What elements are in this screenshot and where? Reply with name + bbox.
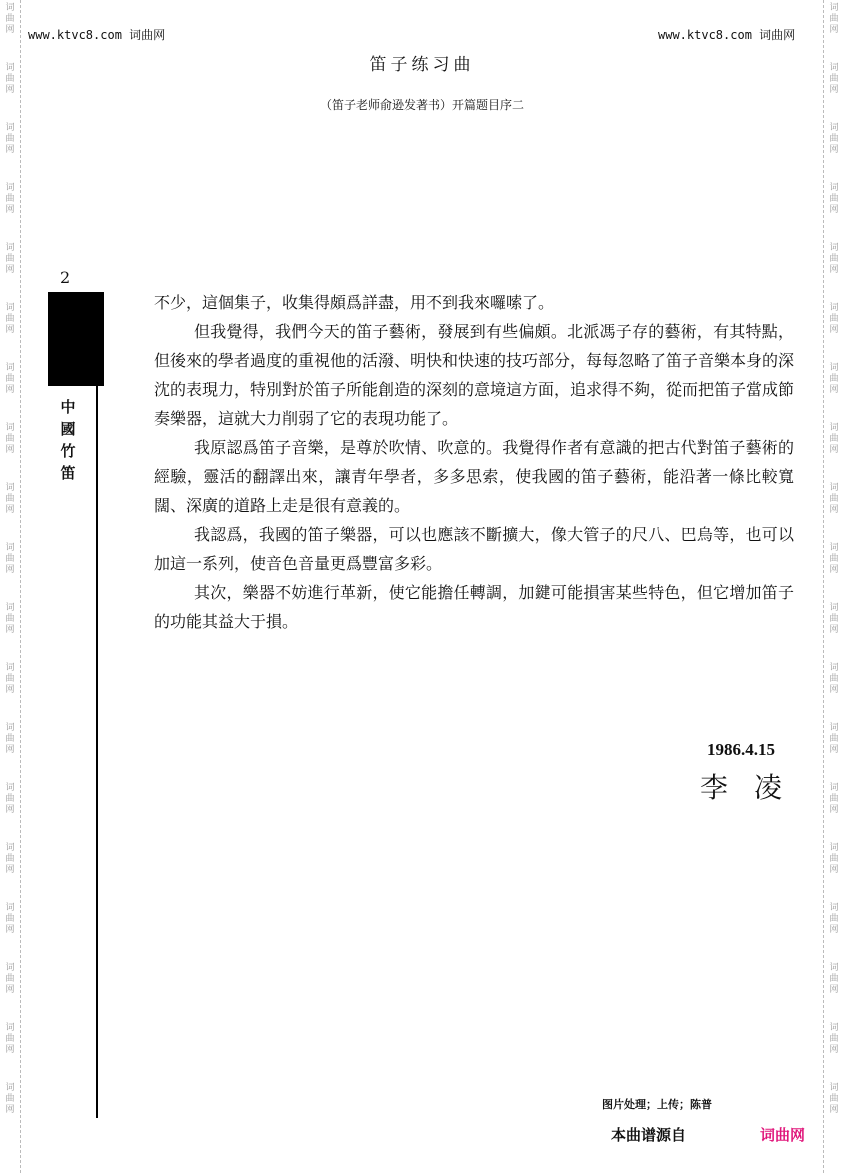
margin-watermark-char: 曲 — [829, 194, 839, 204]
margin-watermark-char: 网 — [829, 985, 839, 995]
site-watermark-right: www.ktvc8.com 词曲网 — [658, 28, 796, 42]
left-margin-watermark — [0, 0, 21, 1173]
margin-watermark-char: 网 — [829, 745, 839, 755]
margin-watermark-char: 网 — [5, 745, 15, 755]
margin-watermark-char: 网 — [5, 205, 15, 215]
margin-watermark-char: 词 — [5, 243, 15, 253]
source-site-link[interactable]: 词曲网 — [760, 1126, 806, 1144]
paragraph: 其次，樂器不妨進行革新，使它能擔任轉調，加鍵可能損害某些特色，但它增加笛子的功能其益大于損。 — [154, 583, 794, 631]
site-watermark-left: www.ktvc8.com 词曲网 — [28, 28, 166, 42]
margin-watermark-mark — [824, 960, 844, 1020]
margin-watermark-char: 网 — [829, 565, 839, 575]
margin-watermark-char: 词 — [829, 903, 839, 913]
right-margin-watermark — [823, 0, 844, 1173]
paragraph: 我原認爲笛子音樂，是尊於吹情、吹意的。我覺得作者有意識的把古代對笛子藝術的經驗，靈活的翻譯出來，讓青年學者，多多思索，使我國的笛子藝術，能沿著一條比較寬闊、深廣的道路上走是很有意義的。 — [154, 438, 794, 515]
margin-watermark-char: 词 — [829, 243, 839, 253]
margin-watermark-char: 曲 — [829, 794, 839, 804]
margin-watermark-mark — [0, 480, 20, 540]
margin-watermark-char: 网 — [829, 805, 839, 815]
margin-watermark-char: 词 — [5, 303, 15, 313]
margin-watermark-char: 网 — [829, 325, 839, 335]
margin-watermark-char: 曲 — [5, 1034, 15, 1044]
margin-watermark-char: 网 — [829, 1045, 839, 1055]
margin-watermark-mark — [824, 360, 844, 420]
margin-watermark-mark — [0, 780, 20, 840]
margin-watermark-char: 网 — [829, 265, 839, 275]
margin-watermark-char: 曲 — [829, 314, 839, 324]
margin-watermark-char: 词 — [5, 843, 15, 853]
margin-watermark-char: 网 — [5, 265, 15, 275]
margin-watermark-char: 网 — [5, 505, 15, 515]
margin-watermark-char: 曲 — [829, 494, 839, 504]
margin-watermark-char: 网 — [829, 865, 839, 875]
margin-watermark-char: 词 — [829, 183, 839, 193]
margin-watermark-mark — [824, 180, 844, 240]
margin-watermark-char: 网 — [5, 145, 15, 155]
margin-watermark-char: 网 — [829, 505, 839, 515]
margin-watermark-char: 网 — [829, 685, 839, 695]
section-label-char: 中 — [60, 398, 76, 416]
margin-watermark-char: 词 — [829, 963, 839, 973]
margin-watermark-char: 网 — [5, 865, 15, 875]
margin-watermark-char: 曲 — [829, 1034, 839, 1044]
margin-watermark-char: 词 — [829, 483, 839, 493]
preface-body — [154, 288, 794, 636]
margin-watermark-char: 网 — [5, 25, 15, 35]
margin-watermark-char: 词 — [5, 183, 15, 193]
margin-watermark-char: 词 — [829, 663, 839, 673]
section-label-char: 笛 — [60, 464, 76, 482]
margin-watermark-char: 词 — [829, 303, 839, 313]
margin-watermark-mark — [824, 420, 844, 480]
margin-watermark-mark — [824, 720, 844, 780]
margin-watermark-char: 词 — [5, 63, 15, 73]
margin-watermark-char: 网 — [829, 1105, 839, 1115]
margin-watermark-char: 曲 — [5, 134, 15, 144]
margin-watermark-char: 曲 — [5, 314, 15, 324]
margin-watermark-char: 词 — [829, 543, 839, 553]
margin-watermark-mark — [824, 120, 844, 180]
margin-watermark-char: 词 — [829, 1023, 839, 1033]
margin-watermark-char: 网 — [829, 445, 839, 455]
margin-watermark-char: 曲 — [829, 734, 839, 744]
margin-watermark-char: 词 — [5, 903, 15, 913]
margin-watermark-mark — [824, 840, 844, 900]
margin-watermark-mark — [824, 900, 844, 960]
margin-watermark-char: 网 — [5, 325, 15, 335]
margin-watermark-char: 词 — [829, 723, 839, 733]
margin-watermark-char: 词 — [5, 1023, 15, 1033]
margin-watermark-char: 曲 — [5, 914, 15, 924]
margin-watermark-char: 曲 — [5, 974, 15, 984]
margin-watermark-char: 词 — [5, 603, 15, 613]
margin-watermark-mark — [0, 180, 20, 240]
margin-watermark-mark — [0, 840, 20, 900]
margin-watermark-char: 词 — [5, 1083, 15, 1093]
paragraph: 我認爲，我國的笛子樂器，可以也應該不斷擴大，像大管子的尺八、巴烏等，也可以加這一系列，使音色音量更爲豐富多彩。 — [154, 525, 794, 573]
margin-watermark-mark — [0, 1020, 20, 1080]
margin-watermark-char: 曲 — [829, 554, 839, 564]
margin-watermark-char: 曲 — [829, 914, 839, 924]
margin-watermark-char: 词 — [5, 483, 15, 493]
margin-watermark-char: 曲 — [5, 674, 15, 684]
margin-watermark-char: 词 — [5, 543, 15, 553]
margin-watermark-mark — [824, 300, 844, 360]
margin-watermark-char: 曲 — [5, 194, 15, 204]
margin-watermark-char: 词 — [5, 3, 15, 13]
margin-rule — [96, 292, 98, 1118]
margin-watermark-char: 网 — [829, 385, 839, 395]
margin-watermark-char: 曲 — [829, 74, 839, 84]
margin-watermark-char: 曲 — [829, 14, 839, 24]
margin-watermark-mark — [0, 420, 20, 480]
margin-watermark-char: 曲 — [829, 374, 839, 384]
page-number: 2 — [60, 268, 71, 287]
margin-watermark-char: 词 — [829, 123, 839, 133]
margin-watermark-char: 曲 — [5, 554, 15, 564]
section-label-char: 竹 — [60, 442, 76, 460]
signature-date: 1986.4.15 — [707, 740, 775, 759]
margin-watermark-char: 曲 — [5, 734, 15, 744]
section-label-char: 國 — [60, 420, 76, 438]
signature-author: 李凌 — [700, 771, 809, 804]
page-subtitle: （笛子老师俞逊发著书）开篇题目序二 — [319, 98, 524, 112]
margin-watermark-char: 曲 — [829, 1094, 839, 1104]
margin-watermark-char: 曲 — [5, 854, 15, 864]
margin-watermark-char: 曲 — [5, 374, 15, 384]
margin-watermark-mark — [824, 1020, 844, 1080]
margin-watermark-char: 词 — [829, 423, 839, 433]
source-note: 本曲谱源自 — [611, 1126, 687, 1144]
margin-watermark-char: 网 — [829, 925, 839, 935]
margin-watermark-mark — [824, 780, 844, 840]
margin-watermark-char: 网 — [5, 1045, 15, 1055]
margin-watermark-mark — [0, 540, 20, 600]
margin-watermark-char: 网 — [5, 685, 15, 695]
margin-watermark-char: 网 — [5, 805, 15, 815]
margin-watermark-mark — [824, 540, 844, 600]
page-title: 笛子练习曲 — [369, 55, 475, 75]
margin-watermark-char: 曲 — [5, 494, 15, 504]
margin-watermark-char: 曲 — [829, 434, 839, 444]
margin-watermark-char: 网 — [829, 205, 839, 215]
margin-watermark-char: 网 — [829, 85, 839, 95]
margin-watermark-mark — [824, 480, 844, 540]
margin-watermark-char: 词 — [829, 783, 839, 793]
margin-watermark-char: 曲 — [829, 254, 839, 264]
paragraph: 但我覺得，我們今天的笛子藝術，發展到有些偏頗。北派馮子存的藝術，有其特點，但後來的學者過度的重視他的活潑、明快和快速的技巧部分，每每忽略了笛子音樂本身的深沈的表現力，特別對於笛子所能創造的深刻的意境這方面，追求得不夠，從而把笛子當成節奏樂器，這就大力削弱了它的表現功能了。 — [154, 322, 795, 428]
margin-watermark-mark — [0, 720, 20, 780]
margin-watermark-char: 曲 — [829, 614, 839, 624]
margin-watermark-mark — [0, 120, 20, 180]
margin-watermark-char: 词 — [5, 423, 15, 433]
margin-watermark-mark — [824, 600, 844, 660]
margin-watermark-mark — [0, 900, 20, 960]
image-credit: 图片处理；上传；陈普 — [602, 1098, 712, 1111]
margin-watermark-char: 曲 — [5, 14, 15, 24]
margin-watermark-mark — [0, 660, 20, 720]
margin-watermark-char: 曲 — [5, 254, 15, 264]
margin-watermark-char: 词 — [829, 843, 839, 853]
margin-watermark-char: 网 — [5, 1105, 15, 1115]
margin-watermark-char: 曲 — [5, 1094, 15, 1104]
margin-watermark-char: 词 — [5, 363, 15, 373]
margin-watermark-mark — [824, 660, 844, 720]
margin-watermark-char: 曲 — [829, 134, 839, 144]
margin-watermark-char: 词 — [829, 363, 839, 373]
margin-watermark-char: 网 — [5, 565, 15, 575]
margin-watermark-mark — [824, 240, 844, 300]
margin-watermark-char: 曲 — [829, 854, 839, 864]
margin-watermark-char: 词 — [5, 783, 15, 793]
margin-watermark-mark — [0, 300, 20, 360]
margin-watermark-mark — [0, 960, 20, 1020]
margin-watermark-char: 网 — [5, 925, 15, 935]
margin-watermark-char: 曲 — [5, 794, 15, 804]
margin-watermark-char: 网 — [829, 625, 839, 635]
margin-watermark-char: 词 — [5, 723, 15, 733]
margin-watermark-mark — [0, 1080, 20, 1140]
paragraph: 不少，這個集子，收集得頗爲詳盡，用不到我來囉嗦了。 — [154, 293, 555, 312]
margin-watermark-char: 曲 — [5, 434, 15, 444]
margin-watermark-char: 网 — [5, 445, 15, 455]
margin-watermark-mark — [824, 1080, 844, 1140]
margin-watermark-char: 词 — [829, 603, 839, 613]
margin-watermark-char: 曲 — [5, 614, 15, 624]
margin-watermark-char: 网 — [829, 25, 839, 35]
margin-watermark-char: 网 — [5, 985, 15, 995]
margin-watermark-mark — [0, 240, 20, 300]
section-label — [58, 396, 78, 484]
margin-watermark-char: 网 — [5, 85, 15, 95]
margin-watermark-char: 词 — [5, 663, 15, 673]
margin-watermark-char: 曲 — [5, 74, 15, 84]
margin-watermark-char: 词 — [829, 1083, 839, 1093]
margin-watermark-char: 词 — [5, 963, 15, 973]
margin-watermark-char: 词 — [829, 63, 839, 73]
margin-watermark-char: 词 — [5, 123, 15, 133]
margin-watermark-char: 网 — [829, 145, 839, 155]
margin-watermark-mark — [0, 600, 20, 660]
margin-watermark-char: 曲 — [829, 974, 839, 984]
margin-watermark-char: 网 — [5, 625, 15, 635]
margin-watermark-mark — [0, 360, 20, 420]
margin-watermark-char: 曲 — [829, 674, 839, 684]
margin-watermark-char: 网 — [5, 385, 15, 395]
margin-watermark-char: 词 — [829, 3, 839, 13]
